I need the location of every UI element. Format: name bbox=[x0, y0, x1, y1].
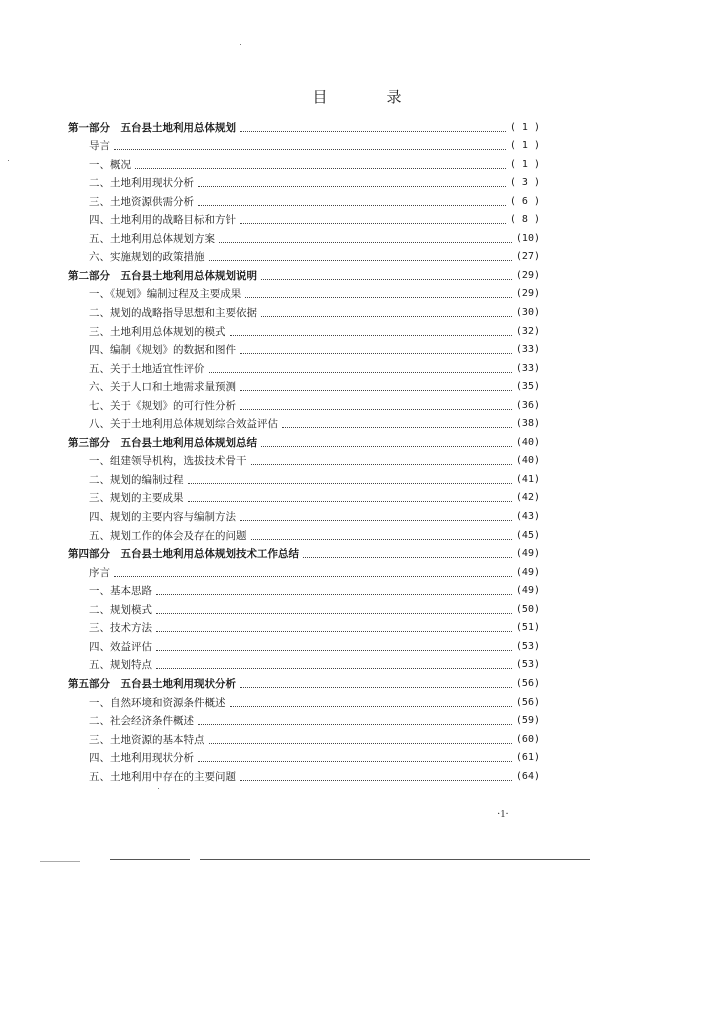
toc-entry-label: 二、社会经济条件概述 bbox=[89, 715, 194, 728]
toc-entry-label: 五、土地利用总体规划方案 bbox=[89, 232, 215, 245]
toc-leader-dots bbox=[188, 501, 512, 502]
toc-entry-label: 第一部分 五台县土地利用总体规划 bbox=[68, 121, 236, 134]
toc-entry bbox=[68, 468, 540, 487]
toc-entry-page: ( 3 ) bbox=[509, 177, 540, 189]
scan-artifact-line bbox=[200, 859, 590, 860]
toc-entry bbox=[68, 487, 540, 506]
toc-leader-dots bbox=[240, 223, 506, 224]
toc-entry bbox=[68, 747, 540, 766]
toc-entry-label: 四、规划的主要内容与编制方法 bbox=[89, 511, 236, 524]
toc-entry bbox=[68, 710, 540, 729]
toc-entry-page: (51) bbox=[515, 622, 540, 634]
toc-entry bbox=[68, 765, 540, 784]
toc-entry-label: 七、关于《规划》的可行性分析 bbox=[89, 399, 236, 412]
toc-entry bbox=[68, 561, 540, 580]
toc-entry bbox=[68, 394, 540, 413]
toc-entry-label: 一、《规划》编制过程及主要成果 bbox=[89, 288, 242, 301]
toc-leader-dots bbox=[156, 613, 512, 614]
toc-leader-dots bbox=[261, 316, 512, 317]
toc-part-entry bbox=[68, 672, 540, 691]
toc-leader-dots bbox=[240, 780, 512, 781]
toc-entry-page: (33) bbox=[515, 362, 540, 374]
toc-entry bbox=[68, 505, 540, 524]
toc-entry-page: (43) bbox=[515, 511, 540, 523]
toc-entry-label: 一、概况 bbox=[89, 158, 131, 171]
toc-entry-page: (45) bbox=[515, 529, 540, 541]
toc-entry-page: (33) bbox=[515, 344, 540, 356]
toc-leader-dots bbox=[198, 724, 512, 725]
toc-entry-label: 四、土地利用现状分析 bbox=[89, 752, 194, 765]
toc-entry-page: (50) bbox=[515, 603, 540, 615]
toc-entry-page: ( 6 ) bbox=[509, 195, 540, 207]
toc-leader-dots bbox=[245, 297, 512, 298]
toc-entry-page: (59) bbox=[515, 715, 540, 727]
toc-entry bbox=[68, 227, 540, 246]
toc-entry-label: 序言 bbox=[89, 566, 110, 579]
toc-leader-dots bbox=[303, 557, 512, 558]
toc-entry-page: ( 1 ) bbox=[509, 140, 540, 152]
toc-leader-dots bbox=[240, 131, 506, 132]
toc-entry-label: 四、土地利用的战略目标和方针 bbox=[89, 214, 236, 227]
toc-entry-label: 五、土地利用中存在的主要问题 bbox=[89, 770, 236, 783]
toc-entry-label: 一、自然环境和资源条件概述 bbox=[89, 696, 226, 709]
toc-entry bbox=[68, 376, 540, 395]
toc-leader-dots bbox=[156, 631, 512, 632]
toc-entry bbox=[68, 413, 540, 432]
toc-entry-page: (10) bbox=[515, 232, 540, 244]
scan-speck bbox=[158, 788, 159, 789]
toc-entry bbox=[68, 580, 540, 599]
toc-leader-dots bbox=[209, 743, 512, 744]
toc-entry bbox=[68, 339, 540, 358]
toc-entry-page: (41) bbox=[515, 473, 540, 485]
scan-artifact-line bbox=[110, 859, 190, 860]
toc-entry-label: 六、实施规划的政策措施 bbox=[89, 251, 205, 264]
toc-entry-page: ( 8 ) bbox=[509, 214, 540, 226]
toc-entry bbox=[68, 135, 540, 154]
toc-leader-dots bbox=[230, 335, 512, 336]
toc-entry bbox=[68, 617, 540, 636]
toc-entry-page: (27) bbox=[515, 251, 540, 263]
toc-leader-dots bbox=[240, 409, 512, 410]
toc-leader-dots bbox=[156, 668, 512, 669]
toc-leader-dots bbox=[230, 706, 512, 707]
toc-entry bbox=[68, 728, 540, 747]
toc-leader-dots bbox=[261, 446, 512, 447]
toc-entry bbox=[68, 691, 540, 710]
toc-entry-page: (49) bbox=[515, 566, 540, 578]
toc-part-entry bbox=[68, 264, 540, 283]
toc-entry-label: 五、关于土地适宜性评价 bbox=[89, 362, 205, 375]
toc-leader-dots bbox=[114, 576, 512, 577]
toc-entry-label: 三、技术方法 bbox=[89, 622, 152, 635]
toc-entry bbox=[68, 283, 540, 302]
toc-entry-label: 五、规划工作的体会及存在的问题 bbox=[89, 529, 247, 542]
toc-entry-page: (64) bbox=[515, 770, 540, 782]
toc-entry-page: (56) bbox=[515, 677, 540, 689]
toc-entry-label: 第三部分 五台县土地利用总体规划总结 bbox=[68, 436, 257, 449]
toc-leader-dots bbox=[188, 483, 512, 484]
toc-leader-dots bbox=[282, 427, 512, 428]
toc-entry-label: 导言 bbox=[89, 140, 110, 153]
toc-entry-label: 八、关于土地利用总体规划综合效益评估 bbox=[89, 418, 278, 431]
toc-leader-dots bbox=[135, 168, 506, 169]
page-number: ·1· bbox=[497, 809, 509, 820]
toc-entry-page: (53) bbox=[515, 659, 540, 671]
toc-leader-dots bbox=[209, 260, 512, 261]
toc-entry-page: (35) bbox=[515, 381, 540, 393]
toc-entry-label: 二、规划的战略指导思想和主要依据 bbox=[89, 307, 257, 320]
toc-entry-page: (29) bbox=[515, 269, 540, 281]
toc-entry-label: 三、土地利用总体规划的模式 bbox=[89, 325, 226, 338]
toc-entry-label: 四、效益评估 bbox=[89, 640, 152, 653]
toc-part-entry bbox=[68, 431, 540, 450]
toc-entry-label: 第五部分 五台县土地利用现状分析 bbox=[68, 677, 236, 690]
toc-leader-dots bbox=[219, 242, 512, 243]
toc-entry-page: (40) bbox=[515, 436, 540, 448]
toc-entry-page: (36) bbox=[515, 399, 540, 411]
toc-entry-page: (60) bbox=[515, 733, 540, 745]
toc-part-entry bbox=[68, 543, 540, 562]
toc-entry bbox=[68, 246, 540, 265]
toc-entry-page: (30) bbox=[515, 307, 540, 319]
toc-entry-page: (32) bbox=[515, 325, 540, 337]
toc-leader-dots bbox=[114, 149, 506, 150]
page-title: 目 录 bbox=[312, 88, 424, 106]
toc-entry-page: (29) bbox=[515, 288, 540, 300]
toc-entry bbox=[68, 301, 540, 320]
toc-leader-dots bbox=[251, 464, 512, 465]
toc-entry-page: (38) bbox=[515, 418, 540, 430]
toc-entry-page: (40) bbox=[515, 455, 540, 467]
toc-entry-label: 五、规划特点 bbox=[89, 659, 152, 672]
toc-leader-dots bbox=[240, 687, 512, 688]
toc-entry bbox=[68, 635, 540, 654]
toc-leader-dots bbox=[240, 520, 512, 521]
toc-entry-label: 六、关于人口和土地需求量预测 bbox=[89, 381, 236, 394]
toc-part-entry bbox=[68, 116, 540, 135]
toc-leader-dots bbox=[240, 390, 512, 391]
toc-leader-dots bbox=[261, 279, 512, 280]
toc-entry-page: ( 1 ) bbox=[509, 121, 540, 133]
toc-entry-label: 三、土地资源的基本特点 bbox=[89, 733, 205, 746]
toc-entry-page: ( 1 ) bbox=[509, 158, 540, 170]
toc-entry bbox=[68, 172, 540, 191]
scan-speck bbox=[240, 44, 241, 45]
toc-entry-label: 二、规划的编制过程 bbox=[89, 473, 184, 486]
toc-entry-page: (49) bbox=[515, 548, 540, 560]
toc-entry-label: 一、组建领导机构，选拔技术骨干 bbox=[89, 455, 247, 468]
toc-leader-dots bbox=[156, 650, 512, 651]
table-of-contents bbox=[68, 116, 540, 784]
toc-entry-label: 三、规划的主要成果 bbox=[89, 492, 184, 505]
toc-entry bbox=[68, 450, 540, 469]
toc-entry-label: 四、编制《规划》的数据和图件 bbox=[89, 344, 236, 357]
toc-entry-page: (53) bbox=[515, 640, 540, 652]
toc-entry bbox=[68, 598, 540, 617]
scan-speck bbox=[8, 160, 9, 161]
toc-entry-page: (42) bbox=[515, 492, 540, 504]
toc-entry-label: 二、土地利用现状分析 bbox=[89, 177, 194, 190]
toc-entry-page: (61) bbox=[515, 752, 540, 764]
toc-leader-dots bbox=[240, 353, 512, 354]
toc-entry bbox=[68, 320, 540, 339]
toc-leader-dots bbox=[198, 761, 512, 762]
scan-artifact-line bbox=[40, 861, 80, 862]
toc-leader-dots bbox=[251, 539, 512, 540]
toc-entry-label: 二、规划模式 bbox=[89, 603, 152, 616]
toc-entry bbox=[68, 654, 540, 673]
toc-entry bbox=[68, 190, 540, 209]
toc-leader-dots bbox=[156, 594, 512, 595]
toc-entry bbox=[68, 357, 540, 376]
toc-entry bbox=[68, 153, 540, 172]
toc-entry bbox=[68, 209, 540, 228]
toc-leader-dots bbox=[198, 186, 506, 187]
toc-entry-page: (49) bbox=[515, 585, 540, 597]
toc-entry bbox=[68, 524, 540, 543]
toc-entry-label: 第四部分 五台县土地利用总体规划技术工作总结 bbox=[68, 548, 299, 561]
toc-leader-dots bbox=[209, 372, 512, 373]
toc-entry-page: (56) bbox=[515, 696, 540, 708]
toc-leader-dots bbox=[198, 205, 506, 206]
toc-entry-label: 第二部分 五台县土地利用总体规划说明 bbox=[68, 269, 257, 282]
toc-entry-label: 一、基本思路 bbox=[89, 585, 152, 598]
toc-entry-label: 三、土地资源供需分析 bbox=[89, 195, 194, 208]
